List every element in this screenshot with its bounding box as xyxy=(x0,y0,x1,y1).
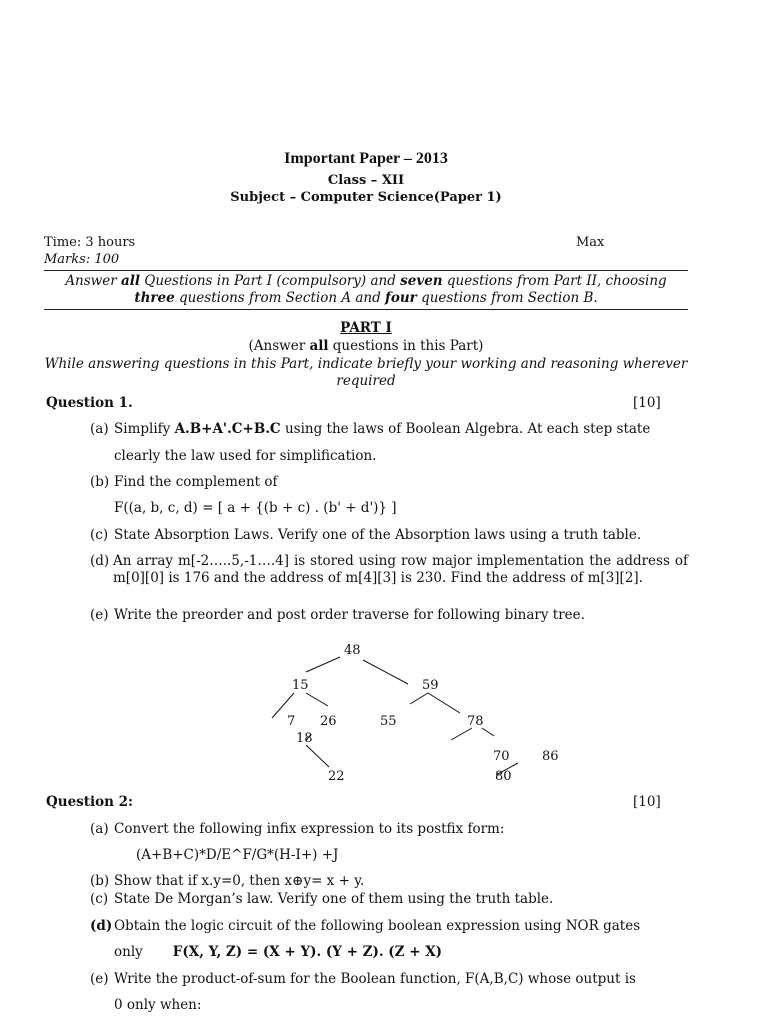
tree-node-80: 80 xyxy=(495,769,512,784)
tree-node-70: 70 xyxy=(493,749,510,764)
class-line: Class – XII xyxy=(327,173,405,188)
time-label: Time: 3 hours xyxy=(44,235,136,250)
q2-c: (c) State De Morgan’s law. Verify one of them using the truth table. xyxy=(90,891,554,907)
q2-e: (e) Write the product-of-sum for the Boolean function, F(A,B,C) whose output is xyxy=(90,971,636,987)
part-subheading: (Answer all questions in this Part) xyxy=(248,338,484,354)
tree-edge xyxy=(306,657,340,672)
tree-node-22: 22 xyxy=(328,769,345,784)
q2-e-line2: 0 only when: xyxy=(114,997,202,1013)
tree-node-59: 59 xyxy=(422,678,439,693)
tree-edge xyxy=(482,728,494,736)
question-2-marks: [10] xyxy=(633,794,661,810)
paper-title: Important Paper – 2013 xyxy=(284,150,448,167)
tree-edge xyxy=(451,728,472,740)
q2-a: (a) Convert the following infix expression to its postfix form: xyxy=(90,821,505,837)
question-2-title: Question 2: xyxy=(46,794,134,810)
tree-node-26: 26 xyxy=(320,714,337,729)
question-1-title: Question 1. xyxy=(46,395,133,411)
top-divider xyxy=(44,270,688,271)
bottom-divider xyxy=(44,309,688,310)
q2-b: (b) Show that if x.y=0, then x⊕y= x + y. xyxy=(90,873,365,889)
tree-node-15: 15 xyxy=(292,678,309,693)
q1-a: (a) Simplify A.B+A'.C+B.C using the laws of Boolean Algebra. At each step state xyxy=(90,421,651,437)
q2-d-line2: only F(X, Y, Z) = (X + Y). (Y + Z). (Z + X) xyxy=(114,944,443,960)
max-label: Max xyxy=(576,235,605,250)
binary-tree-diagram xyxy=(250,635,590,795)
tree-node-78: 78 xyxy=(467,714,484,729)
q1-e: (e) Write the preorder and post order traverse for following binary tree. xyxy=(90,607,585,623)
q1-b-expression: F((a, b, c, d) = [ a + {(b + c) . (b' + d')} ] xyxy=(114,500,397,516)
xor-symbol: ⊕ xyxy=(292,873,304,889)
subject-line: Subject – Computer Science(Paper 1) xyxy=(230,190,502,205)
question-1-marks: [10] xyxy=(633,395,661,411)
tree-node-86: 86 xyxy=(542,749,559,764)
part-note: While answering questions in this Part, indicate briefly your working and reasoning wherever required xyxy=(44,356,688,389)
part-heading: PART I xyxy=(340,320,392,336)
tree-edge xyxy=(363,660,408,684)
instructions: Answer all Questions in Part I (compulsory) and seven questions from Part II, choosing three questions from Section A and four questions from Section B. xyxy=(65,273,667,306)
q2-d: (d) Obtain the logic circuit of the following boolean expression using NOR gates xyxy=(90,918,641,934)
q2-a-expression: (A+B+C)*D/E^F/G*(H-I+) +J xyxy=(136,847,339,863)
marks-label: Marks: 100 xyxy=(44,252,120,267)
q1-a-line2: clearly the law used for simplification. xyxy=(114,448,377,464)
tree-edge xyxy=(428,693,460,713)
q1-d: An array m[-2…..5,-1….4] is stored using row major implementation the address of m[0][0] is 176 and the address of m[4][3] is 230. Find the address of m[3][2]. xyxy=(113,553,688,586)
q1-b: (b) Find the complement of xyxy=(90,474,278,490)
tree-edge xyxy=(410,693,428,704)
q1-d-label: (d) xyxy=(90,553,110,569)
tree-node-48: 48 xyxy=(344,643,361,658)
tree-edge xyxy=(306,745,329,767)
tree-node-7: 7 xyxy=(287,714,296,729)
tree-node-55: 55 xyxy=(380,714,397,729)
tree-edge xyxy=(306,693,328,706)
tree-node-18: 18 xyxy=(296,731,313,746)
q1-c: (c) State Absorption Laws. Verify one of the Absorption laws using a truth table. xyxy=(90,527,642,543)
